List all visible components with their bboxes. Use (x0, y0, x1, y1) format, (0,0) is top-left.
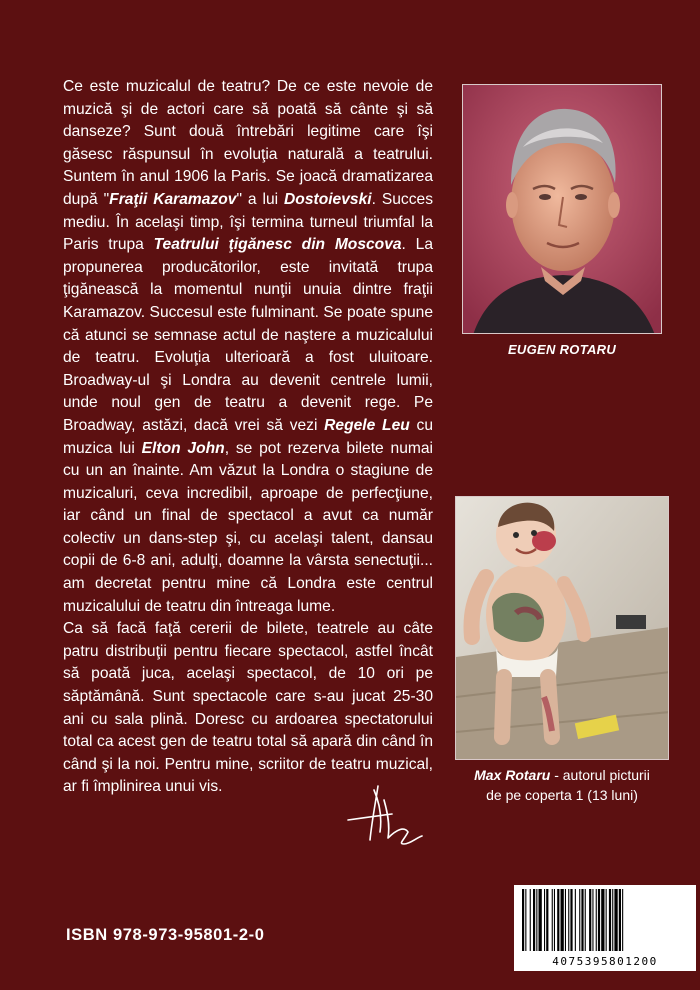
author-photo-caption: EUGEN ROTARU (507, 342, 617, 357)
text-run: Ce este muzicalul de teatru? De ce este nevoie de muzică şi de actori care să poată să cânte şi să danseze? Sunt două întrebări legitime care îşi găsesc răspunsul în evoluţia naturală a teatrului. Suntem în anul 1906 la Paris. Se joacă dramatizarea după " (63, 78, 433, 208)
barcode-bars (514, 885, 696, 955)
text-run: . Succes mediu. În acelaşi timp, îşi termina turneul triumfal la Paris trupa (63, 190, 433, 254)
paragraph-1 (63, 76, 433, 618)
child-photo (455, 496, 669, 760)
author-portrait-image (463, 85, 662, 334)
text-run: . La propunerea producătorilor, este invitată trupa ţigănească la momentul nunţii unuia dintre fraţii Karamazov. Succesul este fulminant. Se poate spune că atunci se semnase actul de naştere a muzicalului de teatru. Evoluţia ulterioară a fost uluitoare. Broadway-ul şi Londra au devenit centrele lumii, unde noul gen de teatru a devenit rege. Pe Broadway, astăzi, dacă vrei să vezi (63, 236, 433, 434)
emphasized-title: Elton John (141, 439, 225, 457)
child-photo-caption (448, 765, 676, 805)
emphasized-title: Regele Leu (324, 416, 410, 434)
barcode (514, 885, 696, 971)
emphasized-title: Dostoievski (284, 190, 372, 208)
emphasized-title: Fraţii Karamazov (109, 190, 237, 208)
child-name: Max Rotaru (474, 767, 551, 783)
author-signature (338, 780, 428, 850)
text-run: , se pot rezerva bilete numai cu un an înainte. Am văzut la Londra o stagiune de muzicaluri, ceva incredibil, aproape de perfecţiune, iar când un final de spectacol a avut ca număr colectiv un dans-step şi, cu acelaşi talent, dansau copii de 6-8 ani, adulţi, doamne la vârsta senectuţii... am decretat pentru mine că Londra este centrul muzicalului de teatru din întreaga lume. (63, 439, 433, 615)
back-cover-text (63, 76, 433, 799)
isbn-number: ISBN 978-973-95801-2-0 (66, 926, 265, 944)
barcode-digits: 4075395801200 (552, 955, 658, 968)
author-photo (462, 84, 662, 334)
text-run: Ca să facă faţă cererii de bilete, teatrele au câte patru distribuţii pentru fiecare spectacol, astfel încât să poată juca, acelaşi spectacol, de 10 ori pe săptămână. Sunt spectacole care s-au jucat 25-30 ani cu sala plină. Doresc cu ardoarea spectatorului total ca acest gen de teatru total să apară din când în când şi la noi. Pentru mine, scriitor de teatru muzical, ar fi împlinirea unui vis. (63, 620, 433, 796)
emphasized-title: Teatrului ţigănesc din Moscova (153, 236, 402, 254)
child-painting-image (456, 497, 669, 760)
text-run: " a lui (236, 190, 285, 208)
caption-text-1: - autorul picturii (550, 767, 650, 783)
text-run: cu muzica lui (63, 416, 433, 457)
caption-text-2: de pe coperta 1 (13 luni) (486, 787, 638, 803)
paragraph-2 (63, 618, 433, 799)
